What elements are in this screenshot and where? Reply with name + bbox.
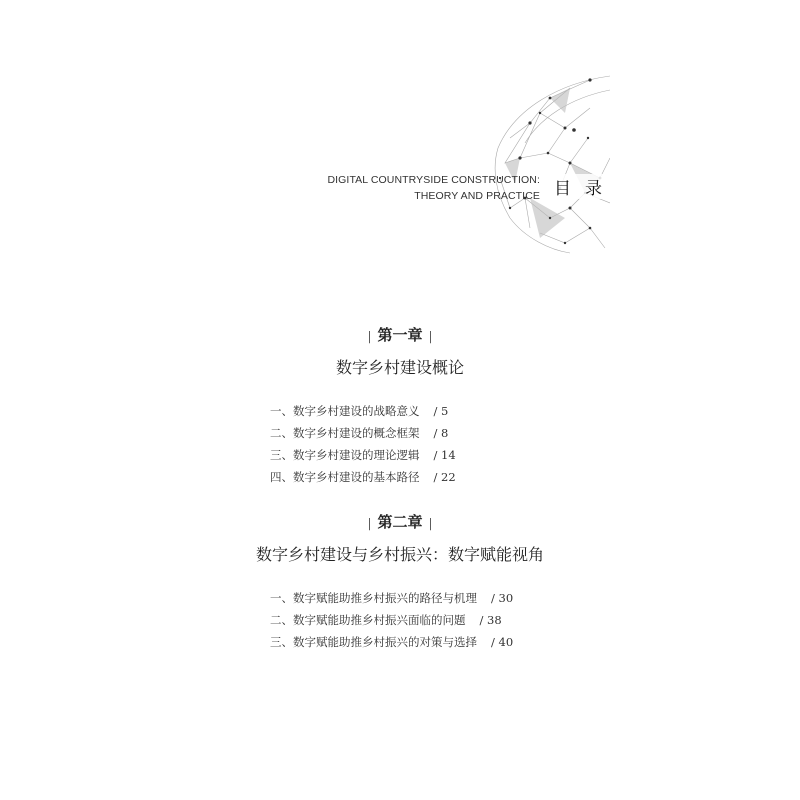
toc-entry-page: / 8: [433, 426, 449, 440]
english-title-line-2: THEORY AND PRACTICE: [414, 190, 540, 202]
chapter-2-sections: [270, 587, 590, 653]
chapter-title: 数字乡村建设与乡村振兴：数字赋能视角: [255, 545, 544, 564]
chapter-number: [0, 511, 800, 533]
toc-entry-page: / 22: [433, 470, 456, 484]
chapter-2: [0, 511, 800, 567]
chapter-1: [0, 324, 800, 380]
divider-bar: |: [428, 516, 433, 530]
divider-bar: |: [428, 329, 433, 343]
divider-bar: |: [367, 516, 372, 530]
toc-entry[interactable]: [270, 466, 590, 488]
network-globe-icon: [470, 68, 610, 258]
toc-entry-label: 二、数字赋能助推乡村振兴面临的问题: [270, 613, 466, 627]
toc-entry[interactable]: [270, 587, 590, 609]
toc-entry-label: 二、数字乡村建设的概念框架: [270, 426, 420, 440]
toc-entry[interactable]: [270, 422, 590, 444]
chapter-number: [0, 324, 800, 346]
chapter-1-sections: [270, 400, 590, 488]
toc-entry-page: / 38: [479, 613, 502, 627]
toc-entry-label: 一、数字乡村建设的战略意义: [270, 404, 420, 418]
toc-entry-label: 四、数字乡村建设的基本路径: [270, 470, 420, 484]
english-title-line-1: DIGITAL COUNTRYSIDE CONSTRUCTION:: [327, 174, 540, 186]
chapter-title: 数字乡村建设概论: [335, 358, 464, 377]
toc-entry-label: 三、数字赋能助推乡村振兴的对策与选择: [270, 635, 477, 649]
toc-entry[interactable]: [270, 444, 590, 466]
chapter-number-label: 第一章: [377, 326, 423, 344]
contents-heading: 目录: [552, 174, 618, 199]
toc-entry-label: 一、数字赋能助推乡村振兴的路径与机理: [270, 591, 477, 605]
toc-entry-page: / 5: [433, 404, 449, 418]
toc-entry-page: / 30: [491, 591, 514, 605]
chapter-number-label: 第二章: [377, 513, 423, 531]
divider-bar: |: [367, 329, 372, 343]
toc-entry[interactable]: [270, 400, 590, 422]
english-title: [327, 172, 540, 204]
toc-entry[interactable]: [270, 631, 590, 653]
toc-entry[interactable]: [270, 609, 590, 631]
toc-entry-label: 三、数字乡村建设的理论逻辑: [270, 448, 420, 462]
toc-entry-page: / 40: [491, 635, 514, 649]
toc-entry-page: / 14: [433, 448, 456, 462]
